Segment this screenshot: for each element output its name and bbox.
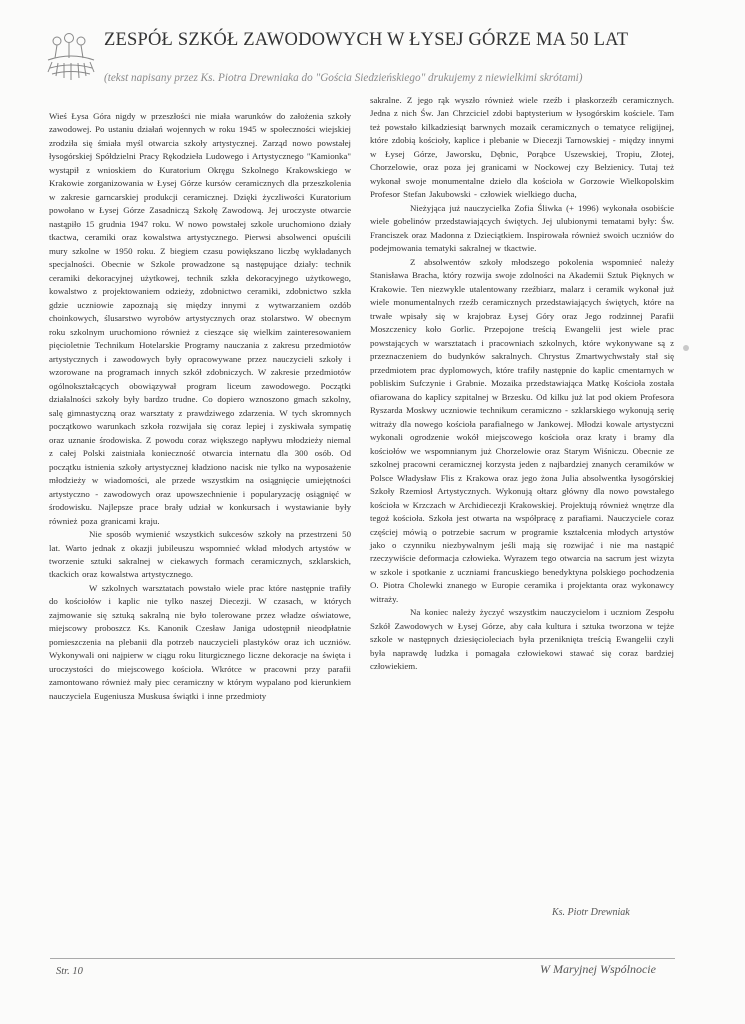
paragraph: Nieżyjąca już nauczycielka Zofia Śliwka (+ 1996) wykonała osobiście wiele gobelinów przedstawiających świętych. Jej ulubionymi tematami były: Św. Franciszek oraz Madonna z Dzieciątkiem. Inspirowała również swoich uczniów do podejmowania tematyki sakralnej w tkactwie.	[370, 202, 674, 254]
left-column	[49, 110, 351, 703]
footer-divider	[50, 958, 675, 959]
article-subtitle: (tekst napisany przez Ks. Piotra Drewniaka do "Gościa Siedzieńskiego" drukujemy z niewielkimi skrótami)	[104, 72, 583, 84]
paragraph: Nie sposób wymienić wszystkich sukcesów szkoły na przestrzeni 50 lat. Warto jednak z okazji jubileuszu wspomnieć wkład młodych artystów w tworzenie sztuki sakralnej w ciekawych formach ceramicznych, szklarskich, tkackich oraz kowalstwa artystycznego.	[49, 529, 351, 580]
paragraph: Wieś Łysa Góra nigdy w przeszłości nie miała warunków do założenia szkoły zawodowej. Po ustaniu działań wojennych w roku 1945 w społeczności wiejskiej zrodziła się śmiała myśl otwarcia szkoły artystycznej. Zarząd nowo powstałej łysogórskiej Spółdzielni Pracy Rękodzieła Ludowego i Artystycznego "Kamionka" wystąpił z wnioskiem do Kuratorium Okręgu Szkolnego Krakowskiego w Krakowie zorganizowania w Łysej Górze kursów ceramicznych dla przeszkolenia w zakresie garncarskiej produkcji ceramicznej. Dzięki życzliwości Kuratorium powołano w Łysej Górze Zasadniczą Szkołę Zawodową. Jej uroczyste otwarcie nastąpiło 15 grudnia 1947 roku. W nowo powstałej szkole uruchomiono działy tkactwa, ceramiki oraz kowalstwa artystycznego. Pierwsi absolwenci opuścili mury szkolne w 1950 roku. Z biegiem czasu powiększano liczbę wykładanych specjalności. Obecnie w Szkole prowadzone są następujące działy: technik ceramiki dekoracyjnej użytkowej, technik szkła dekoracyjnego użytkowego, kowalstwo z projektowaniem odzieży, zdobnictwo ceramiki, zdobnictwo szkła gdzie uczniowie zapoznają się między innymi z wytwarzaniem ozdób choinkowych, ślusarstwo wyrobów artystycznych oraz stolarstwo. W obecnym roku szkolnym uruchomiono również z cieszące się wielkim zainteresowaniem pięcioletnie Technikum Hotelarskie Programy nauczania z zakresu przedmiotów artystycznych i zawodowych były opracowywane przez nauczycieli szkoły i wzorowane na programach innych szkół zdobniczych. W zakresie przedmiotów ogólnokształcących obowiązywał program liceum zawodowego. Początki działalności szkoły były bardzo trudne. Co dopiero wznoszono gmach szkolny, salę gimnastyczną oraz warsztaty z prawdziwego zdarzenia. W tych skromnych początkowo warunkach szkoła rozwijała się coraz lepiej i zyskiwała sympatię oraz uznanie środowiska. Z powodu coraz większego napływu młodzieży niemal z całej Polski zaistniała konieczność otwarcia internatu dla 300 osób. Od początku istnienia szkoły artystycznej kładziono nacisk nie tylko na wyposażenie młodzieży w wiadomości, ale przede wszystkim na osiągnięcie umiejętności artystyczno - zawodowych oraz upowszechnienie i popularyzację osiągnięć w środowisku. Najlepsze prace brały udział w konkursach i wystawianie były również poza granicami kraju.	[49, 111, 351, 526]
paragraph: sakralne. Z jego rąk wyszło również wiele rzeźb i płaskorzeźb ceramicznych. Jedna z nich Św. Jan Chrzciciel zdobi baptysterium w łysogórskim kościele. Tam też powstało kilkadziesiąt barwnych mozaik ceramicznych o tematyce religijnej, które zdobią kościoły, kaplice i plebanie w Diecezji Tarnowskiej - między innymi w Łysej Górze, Jaworsku, Dębnic, Porąbce Uszewskiej, Tropiu, Złotej, Chorzelowie, oraz poza jej granicami w Nockowej czy Bełzienicy. Tutaj też wykonał swoje monumentalne dzieło dla kościoła w Gorzowie Wielkopolskim Profesor Stefan Jakubowski - człowiek wielkiego ducha,	[370, 95, 674, 200]
paragraph: Z absolwentów szkoły młodszego pokolenia wspomnieć należy Stanisława Bracha, który rozwija swoje zdolności na Akademii Sztuk Pięknych w Krakowie. Ten niezwykle utalentowany rzeźbiarz, malarz i ceramik wykonał już wiele monumentalnych rzeźb ceramicznych przedstawiających świętych, które na trwałe wpisały się w krajobraz Łysej Góry oraz Jego rodzinnej Parafii Moszczenicy koło Gorlic. Przepojone treścią Ewangelii jest wiele prac powstających w warsztatach i pracowniach szkolnych, które wykonywane są z przeznaczeniem do budynków sakralnych. Chrystus Zmartwychwstały stał się przedmiotem prac dyplomowych, które trafiły następnie do kaplic cmentarnych w pobliskim Sufczynie i Grabnie. Mozaika przedstawiająca Matkę Kościoła została ofiarowana do kaplicy szpitalnej w Brzesku. Od kilku już lat pod okiem Profesora Ryszarda Moskwy uczniowie technikum ceramiczno - szklarskiego wykonują serię witraży dla nowego kościoła parafialnego w Jankowej. Młodzi kowale artystyczni wykonali ogrodzenie wokół miejscowego kościoła oraz kraty i bramy dla kościołów we wspomnianym już Chorzelowie oraz Starym Wiśniczu. Obecnie ze szkolnej pracowni ceramicznej korzysta jeden z najbardziej znanych ceramików w Polsce Władysław Flis z Krakowa oraz jego żona Julia absolwentka łysogórskiej Szkoły Rzemiosł Artystycznych. Wykonują ołtarz główny dla nowo powstałego kościoła w Krzczach w Archidiecezji Krakowskiej. Projektują również wnętrze dla tegoż kościoła. Szkoła jest otwarta na współpracę z parafiami. Nauczyciele coraz częściej mówią o potrzebie sacrum w programie kształcenia młodych artystów jako o czynniku niezbywalnym jeśli mają się rozwijać i nie ma nastąpić rzeczywiście deformacja człowieka. Wyrazem tego otwarcia na sacrum jest wizyta w szkole i spotkanie z uczniami francuskiego benedyktyna polskiego pochodzenia O. Piotra Cholewki znanego w Europie ceramika i projektanta oraz wykonawcy witraży.	[370, 256, 674, 604]
publication-name: W Maryjnej Wspólnocie	[540, 962, 656, 976]
paragraph: Na koniec należy życzyć wszystkim nauczycielom i uczniom Zespołu Szkół Zawodowych w Łysej Górze, aby cała kultura i sztuka tworzona w tejże szkole w następnych dziesięcioleciach była przeniknięta treścią Ewangelii czyli była naprawdę ludzka i pomagała człowiekowi stawać się coraz bardziej człowiekiem.	[370, 607, 674, 672]
author-signature: Ks. Piotr Drewniak	[552, 907, 630, 918]
right-column	[370, 94, 674, 674]
scan-speck	[683, 345, 689, 351]
page-number: Str. 10	[56, 966, 83, 977]
school-logo-icon	[44, 32, 98, 84]
paragraph: W szkolnych warsztatach powstało wiele prac które następnie trafiły do kościołów i kaplic nie tylko naszej Diecezji. W czasach, w których zajmowanie się sztuką sakralną nie było tolerowane przez władze oświatowe, miejscowy proboszcz Ks. Kanonik Czesław Janiga udostępnił nieodpłatnie pomieszczenia na plebanii dla potrzeb nauczycieli plastyków oraz ich uczniów. Wykonywali oni najpierw w ciągu roku liturgicznego liczne dekoracje na święta i uroczystości do miejscowego kościoła. Wkrótce w pracowni przy parafii zamontowano również mały piec ceramiczny w którym wypalano pod kierunkiem nauczyciela Eugeniusza Muskusa świątki i inne przedmioty	[49, 582, 351, 701]
article-title: ZESPÓŁ SZKÓŁ ZAWODOWYCH W ŁYSEJ GÓRZE MA 50 LAT	[104, 30, 629, 50]
